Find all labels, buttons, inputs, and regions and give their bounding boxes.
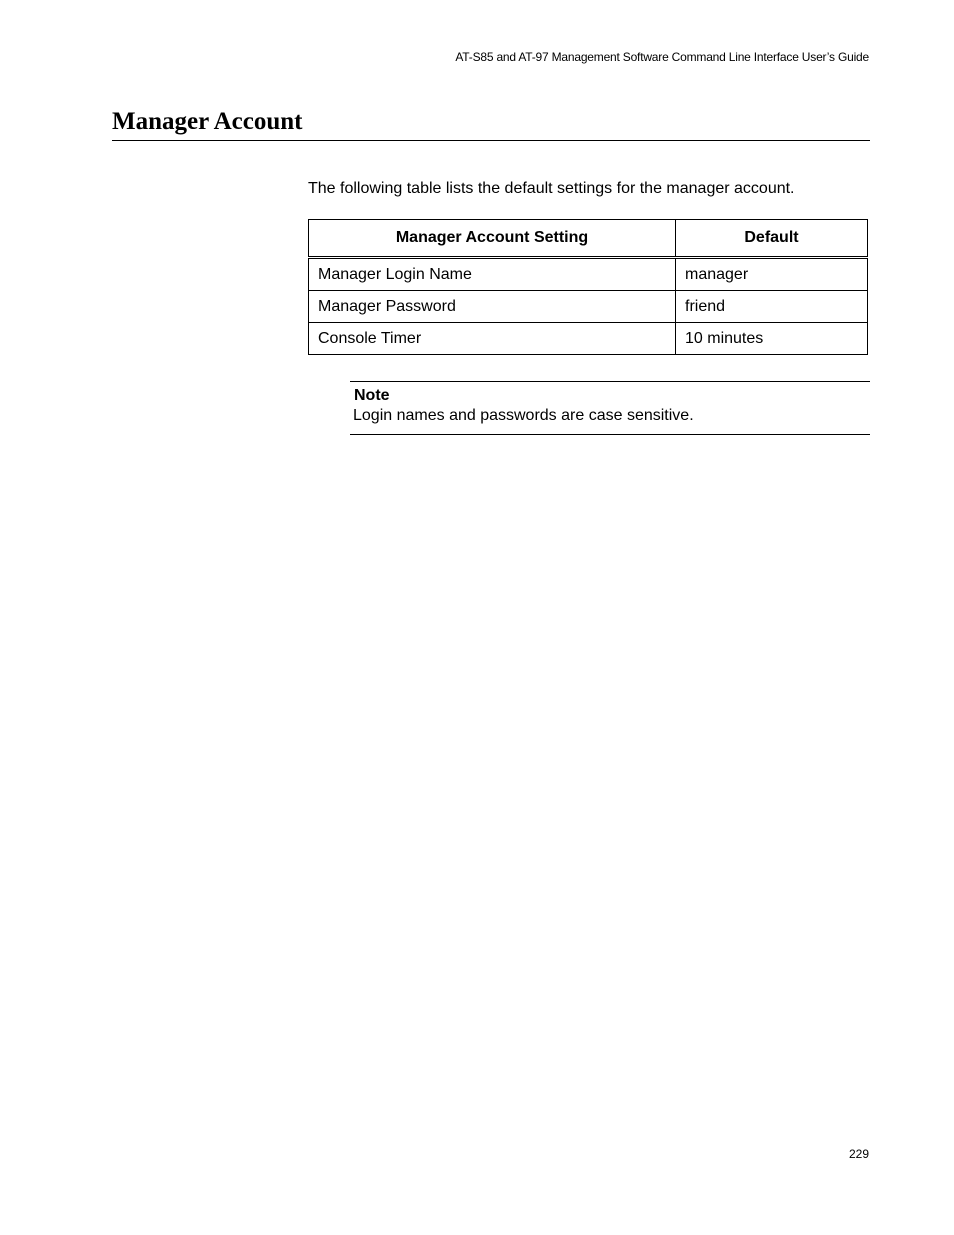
- defaults-table: [308, 219, 868, 355]
- table-header-row: [309, 220, 868, 258]
- setting-cell: Console Timer: [309, 323, 676, 355]
- intro-paragraph: The following table lists the default settings for the manager account.: [308, 180, 795, 197]
- column-header-default: Default: [676, 220, 868, 258]
- default-cell: 10 minutes: [676, 323, 868, 355]
- setting-cell: Manager Login Name: [309, 258, 676, 291]
- note-block: [350, 381, 870, 435]
- running-header: AT-S85 and AT-97 Management Software Command Line Interface User’s Guide: [455, 50, 869, 64]
- page-number: 229: [848, 1147, 869, 1161]
- table-row: [309, 258, 868, 291]
- page-title: Manager Account: [112, 108, 303, 135]
- setting-cell: Manager Password: [309, 291, 676, 323]
- table-row: [309, 291, 868, 323]
- default-cell: manager: [676, 258, 868, 291]
- title-rule: [112, 140, 870, 141]
- default-cell: friend: [676, 291, 868, 323]
- table-row: [309, 323, 868, 355]
- note-text: Login names and passwords are case sensitive.: [353, 407, 694, 424]
- note-label: Note: [354, 387, 390, 404]
- column-header-setting: Manager Account Setting: [309, 220, 676, 258]
